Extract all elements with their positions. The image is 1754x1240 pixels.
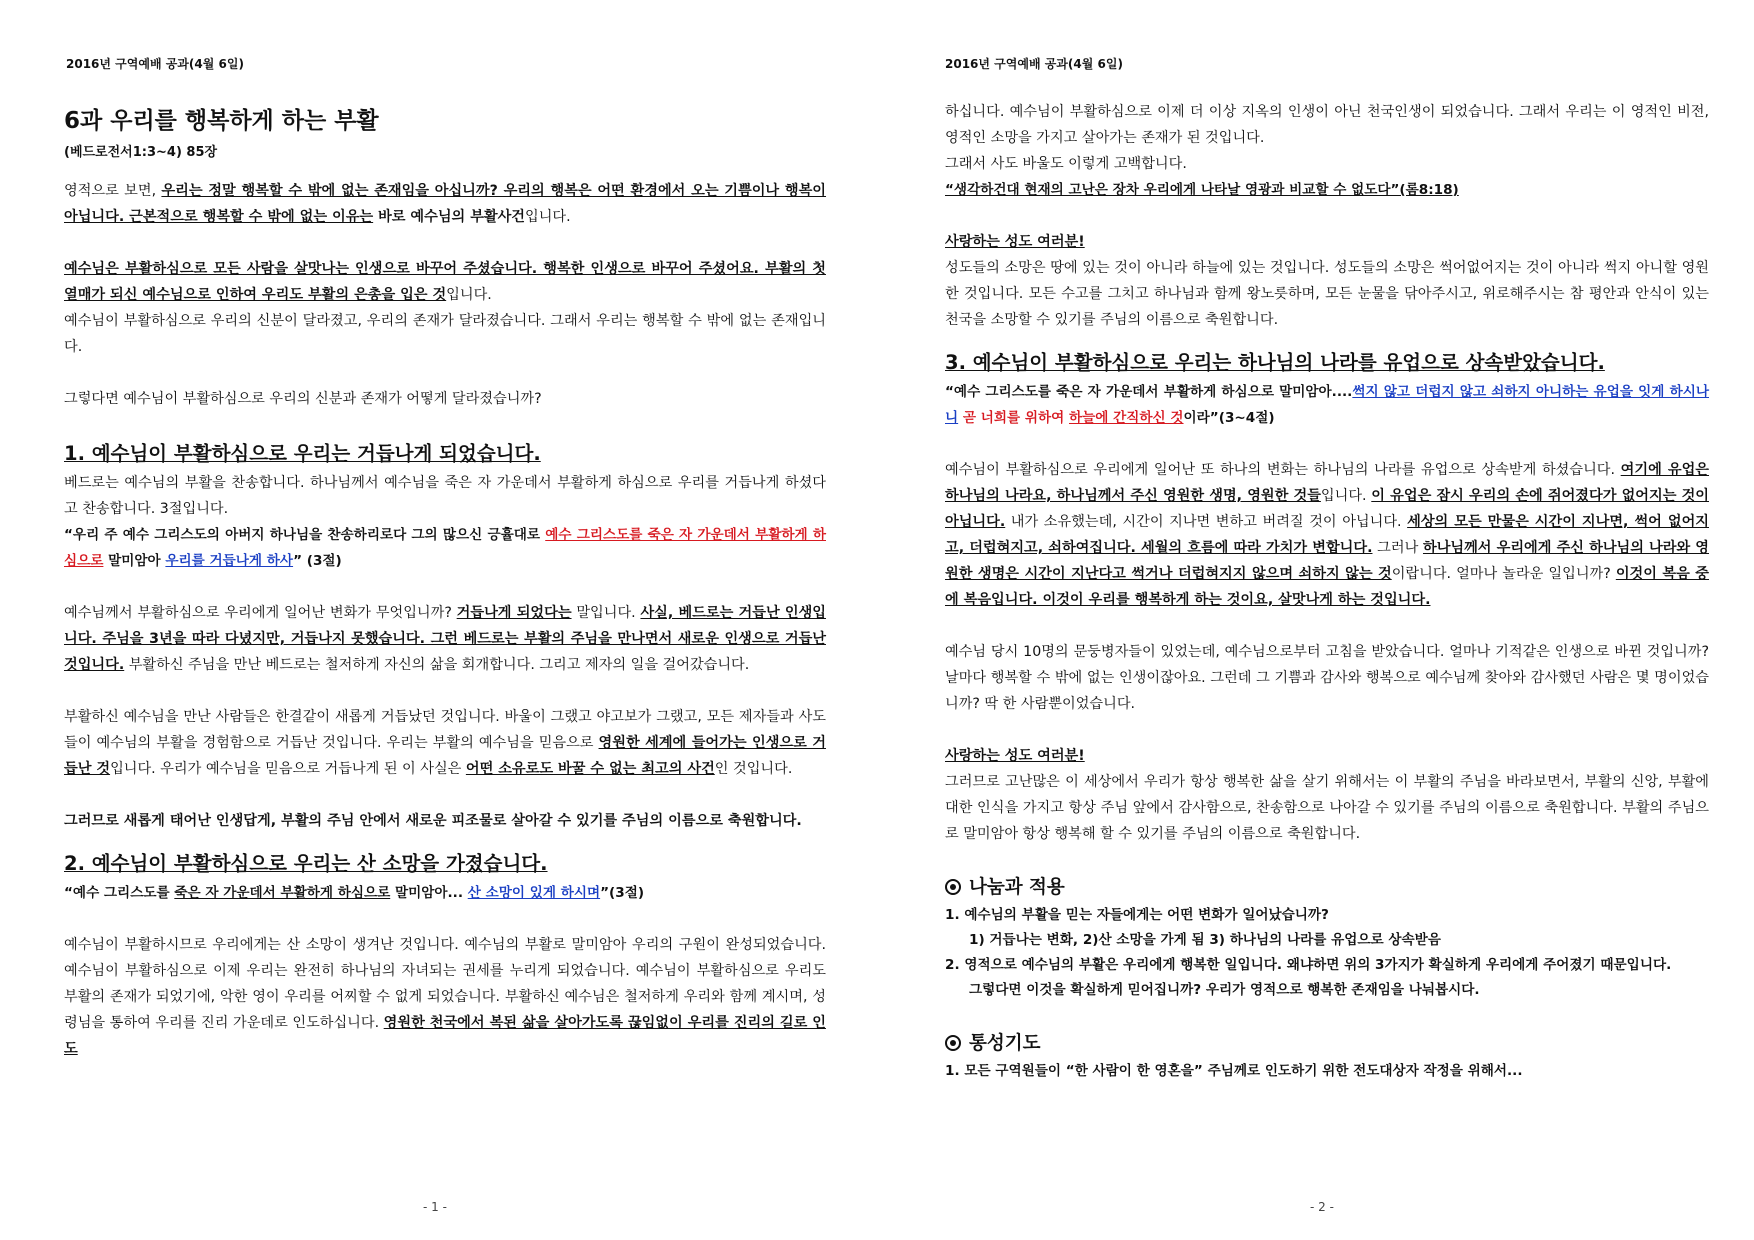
list-item: 그렇다면 이것을 확실하게 믿어집니까? 우리가 영적으로 행복한 존재임을 나눠봅시다.	[969, 982, 1480, 998]
sharing-list	[945, 903, 1709, 1003]
page-1-content	[64, 100, 826, 1062]
address-line: 사랑하는 성도 여러분!	[945, 748, 1085, 764]
page-header: 2016년 구역예배 공과(4월 6일)	[945, 57, 1123, 71]
paragraph: 예수님이 부활하심으로 우리에게 일어난 또 하나의 변화는 하나님의 나라를 유업으로 상속받게 하셨습니다. 여기에 유업은 하나님의 나라요, 하나님께서 주신 영원한 생명, 영원한 것들입니다. 이 유업은 잠시 우리의 손에 쥐어졌다가 없어지는 것이 아닙니다. 내가 소유했는데, 시간이 지나면 변하고 버려질 것이 아닙니다. 세상의 모든 만물은 시간이 지나면, 썩어 없어지고, 더럽혀지고, 쇠하여집니다. 세월의 흐름에 따라 가치가 변합니다. 그러나 하나님께서 우리에게 주신 하나님의 나라와 영원한 생명은 시간이 지난다고 썩거나 더럽혀지지 않으며 쇠하지 않는 것이랍니다. 얼마나 놀라운 일입니까? 이것이 복음 중에 복음입니다. 이것이 우리를 행복하게 하는 것이요, 살맛나게 하는 것입니다.	[945, 462, 1710, 608]
circle-bullet-icon	[945, 879, 961, 895]
scripture-quote: “생각하건대 현재의 고난은 장차 우리에게 나타날 영광과 비교할 수 없도다”(롬8:18)	[945, 182, 1459, 198]
section-heading-1: 1. 예수님이 부활하심으로 우리는 거듭나게 되었습니다.	[64, 442, 541, 465]
list-item: 1. 예수님의 부활을 믿는 자들에게는 어떤 변화가 일어났습니까?	[945, 907, 1329, 923]
paragraph: 예수님 당시 10명의 문둥병자들이 있었는데, 예수님으로부터 고침을 받았습니다. 얼마나 기적같은 인생으로 바뀐 것입니까? 날마다 행복할 수 밖에 없는 인생이잖아요. 그런데 그 기쁨과 감사와 행복으로 예수님께 찾아와 감사했던 사람은 몇 명이었습니까? 딱 한 사람뿐이었습니다.	[945, 644, 1709, 712]
list-item: 1) 거듭나는 변화, 2)산 소망을 가게 됨 3) 하나님의 나라를 유업으로 상속받음	[969, 932, 1441, 948]
list-item: 2. 영적으로 예수님의 부활은 우리에게 행복한 일입니다. 왜냐하면 위의 3가지가 확실하게 우리에게 주어졌기 때문입니다.	[945, 957, 1672, 973]
paragraph: 그렇다면 예수님이 부활하심으로 우리의 신분과 존재가 어떻게 달라졌습니까?	[64, 391, 542, 407]
section-heading-2: 2. 예수님이 부활하심으로 우리는 산 소망을 가졌습니다.	[64, 852, 548, 875]
scripture-quote: “예수 그리스도를 죽은 자 가운데서 부활하게 하심으로 말미암아....썩지 않고 더럽지 않고 쇠하지 아니하는 유업을 잇게 하시나니 곧 너희를 위하여 하늘에 간직하신 것이라”(3~4절)	[945, 384, 1709, 426]
address-line: 사랑하는 성도 여러분!	[945, 234, 1085, 250]
paragraph: 그러므로 고난많은 이 세상에서 우리가 항상 행복한 삶을 살기 위해서는 이 부활의 주님을 바라보면서, 부활의 신앙, 부활에 대한 인식을 가지고 항상 주님 앞에서 감사함으로, 찬송함으로 나아갈 수 있기를 주님의 이름으로 축원합니다. 부활의 주님으로 말미암아 항상 행복해 할 수 있기를 주님의 이름으로 축원합니다.	[945, 774, 1709, 842]
paragraph: 그래서 사도 바울도 이렇게 고백합니다.	[945, 156, 1187, 172]
sharing-section-title: 나눔과 적용	[945, 873, 1709, 903]
page-number: - 2 -	[1310, 1200, 1334, 1214]
blessing-paragraph: 그러므로 새롭게 태어난 인생답게, 부활의 주님 안에서 새로운 피조물로 살아갈 수 있기를 주님의 이름으로 축원합니다.	[64, 813, 802, 829]
paragraph: 성도들의 소망은 땅에 있는 것이 아니라 하늘에 있는 것입니다. 성도들의 소망은 썩어없어지는 것이 아니라 썩지 아니할 영원한 것입니다. 모든 수고를 그치고 하나님과 함께 왕노릇하며, 모든 눈물을 닦아주시고, 위로해주시는 참 평안과 안식이 있는 천국을 소망할 수 있기를 주님의 이름으로 축원합니다.	[945, 260, 1709, 328]
page-2-content	[945, 99, 1709, 1084]
paragraph: 예수님이 부활하시므로 우리에게는 산 소망이 생겨난 것입니다. 예수님의 부활로 말미암아 우리의 구원이 완성되었습니다. 예수님이 부활하심으로 이제 우리는 완전히 하나님의 자녀되는 권세를 누리게 되었습니다. 예수님이 부활하심으로 우리도 부활의 존재가 되었기에, 악한 영이 우리를 어찌할 수 없게 되었습니다. 부활하신 예수님은 철저하게 우리와 함께 계시며, 성령님을 통하여 우리를 진리 가운데로 인도하십니다. 영원한 천국에서 복된 삶을 살아가도록 끊임없이 우리를 진리의 길로 인도	[64, 937, 826, 1057]
intro-paragraph: 영적으로 보면, 우리는 정말 행복할 수 밖에 없는 존재임을 아십니까? 우리의 행복은 어떤 환경에서 오는 기쁨이나 행복이 아닙니다. 근본적으로 행복할 수 밖에 없는 이유는 바로 예수님의 부활사건입니다.	[64, 183, 827, 225]
scripture-quote: “우리 주 예수 그리스도의 아버지 하나님을 찬송하리로다 그의 많으신 긍휼대로 예수 그리스도를 죽은 자 가운데서 부활하게 하심으로 말미암아 우리를 거듭나게 하사” (3절)	[64, 527, 826, 569]
list-item: 1. 모든 구역원들이 “한 사람이 한 영혼을” 주님께로 인도하기 위한 전도대상자 작정을 위해서...	[945, 1063, 1523, 1079]
lesson-title: 6과 우리를 행복하게 하는 부활	[64, 108, 379, 134]
scripture-reference: (베드로전서1:3~4) 85장	[64, 145, 218, 160]
page-number: - 1 -	[423, 1200, 447, 1214]
paragraph: 예수님께서 부활하심으로 우리에게 일어난 변화가 무엇입니까? 거듭나게 되었다는 말입니다. 사실, 베드로는 거듭난 인생입니다. 주님을 3년을 따라 다녔지만, 거듭나지 못했습니다. 그런 베드로는 부활의 주님을 만나면서 새로운 인생으로 거듭난 것입니다. 부활하신 주님을 만난 베드로는 철저하게 자신의 삶을 회개합니다. 그리고 제자의 일을 걸어갔습니다.	[64, 605, 826, 673]
paragraph: 하십니다. 예수님이 부활하심으로 이제 더 이상 지옥의 인생이 아닌 천국인생이 되었습니다. 그래서 우리는 이 영적인 비전, 영적인 소망을 가지고 살아가는 존재가 된 것입니다.	[945, 104, 1709, 146]
prayer-list	[945, 1059, 1709, 1084]
circle-bullet-icon	[945, 1035, 961, 1051]
paragraph: 예수님이 부활하심으로 우리의 신분이 달라졌고, 우리의 존재가 달라졌습니다. 그래서 우리는 행복할 수 밖에 없는 존재입니다.	[64, 313, 826, 355]
paragraph: 예수님은 부활하심으로 모든 사람을 살맛나는 인생으로 바꾸어 주셨습니다. 행복한 인생으로 바꾸어 주셨어요. 부활의 첫 열매가 되신 예수님으로 인하여 우리도 부활의 은총을 입은 것입니다.	[64, 261, 826, 303]
scripture-quote: “예수 그리스도를 죽은 자 가운데서 부활하게 하심으로 말미암아... 산 소망이 있게 하시며”(3절)	[64, 885, 645, 901]
paragraph: 베드로는 예수님의 부활을 찬송합니다. 하나님께서 예수님을 죽은 자 가운데서 부활하게 하심으로 우리를 거듭나게 하셨다고 찬송합니다. 3절입니다.	[64, 475, 826, 517]
paragraph: 부활하신 예수님을 만난 사람들은 한결같이 새롭게 거듭났던 것입니다. 바울이 그랬고 야고보가 그랬고, 모든 제자들과 사도들이 예수님의 부활을 경험함으로 거듭난 것입니다. 우리는 부활의 예수님을 믿음으로 영원한 세계에 들어가는 인생으로 거듭난 것입니다. 우리가 예수님을 믿음으로 거듭나게 된 이 사실은 어떤 소유로도 바꿀 수 없는 최고의 사건인 것입니다.	[64, 709, 826, 777]
page-2	[877, 0, 1754, 1240]
section-heading-3: 3. 예수님이 부활하심으로 우리는 하나님의 나라를 유업으로 상속받았습니다.	[945, 351, 1605, 374]
prayer-section-title: 통성기도	[945, 1029, 1709, 1059]
page-header: 2016년 구역예배 공과(4월 6일)	[66, 57, 244, 71]
